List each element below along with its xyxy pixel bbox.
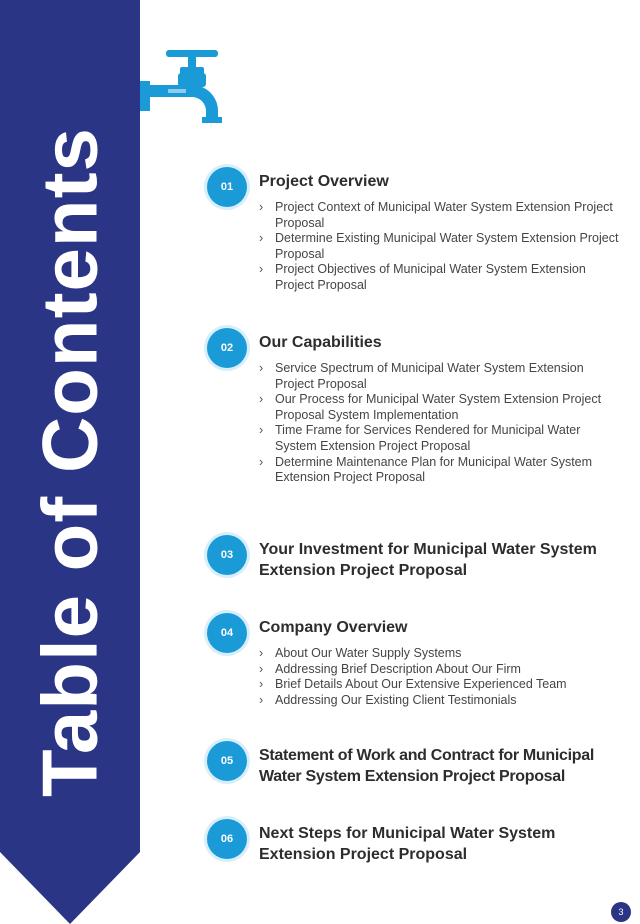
section-number-badge: 02: [207, 328, 247, 368]
list-item[interactable]: › Service Spectrum of Municipal Water System Extension Project Proposal: [259, 361, 619, 392]
section-item-list: [259, 646, 619, 708]
list-item[interactable]: › Addressing Brief Description About Our Firm: [259, 662, 619, 678]
section-title: Project Overview: [259, 173, 389, 190]
list-item[interactable]: › Addressing Our Existing Client Testimonials: [259, 693, 619, 709]
section-title: Your Investment for Municipal Water System Extension Project Proposal: [259, 541, 597, 579]
list-item[interactable]: › About Our Water Supply Systems: [259, 646, 619, 662]
section-number-badge: 06: [207, 819, 247, 859]
section-title: Next Steps for Municipal Water System Extension Project Proposal: [259, 825, 556, 863]
section-title: Statement of Work and Contract for Municipal Water System Extension Project Proposal: [259, 747, 594, 785]
section-number-badge: 04: [207, 613, 247, 653]
section-number-badge: 03: [207, 535, 247, 575]
section-title: Company Overview: [259, 619, 408, 636]
section-number-badge: 01: [207, 167, 247, 207]
section-item-list: [259, 200, 619, 294]
page-number-badge: 3: [611, 902, 631, 922]
water-tap-icon: [140, 47, 240, 127]
section-item-list: [259, 361, 619, 486]
section-number-badge: 05: [207, 741, 247, 781]
list-item[interactable]: › Determine Existing Municipal Water System Extension Project Proposal: [259, 231, 619, 262]
list-item[interactable]: › Time Frame for Services Rendered for Municipal Water System Extension Project Proposal: [259, 423, 619, 454]
list-item[interactable]: › Project Context of Municipal Water System Extension Project Proposal: [259, 200, 619, 231]
page-title: Table of Contents: [25, 127, 114, 797]
list-item[interactable]: › Brief Details About Our Extensive Experienced Team: [259, 677, 619, 693]
list-item[interactable]: › Project Objectives of Municipal Water System Extension Project Proposal: [259, 262, 619, 293]
section-title: Our Capabilities: [259, 334, 382, 351]
list-item[interactable]: › Our Process for Municipal Water System Extension Project Proposal System Implementation: [259, 392, 619, 423]
list-item[interactable]: › Determine Maintenance Plan for Municipal Water System Extension Project Proposal: [259, 455, 619, 486]
